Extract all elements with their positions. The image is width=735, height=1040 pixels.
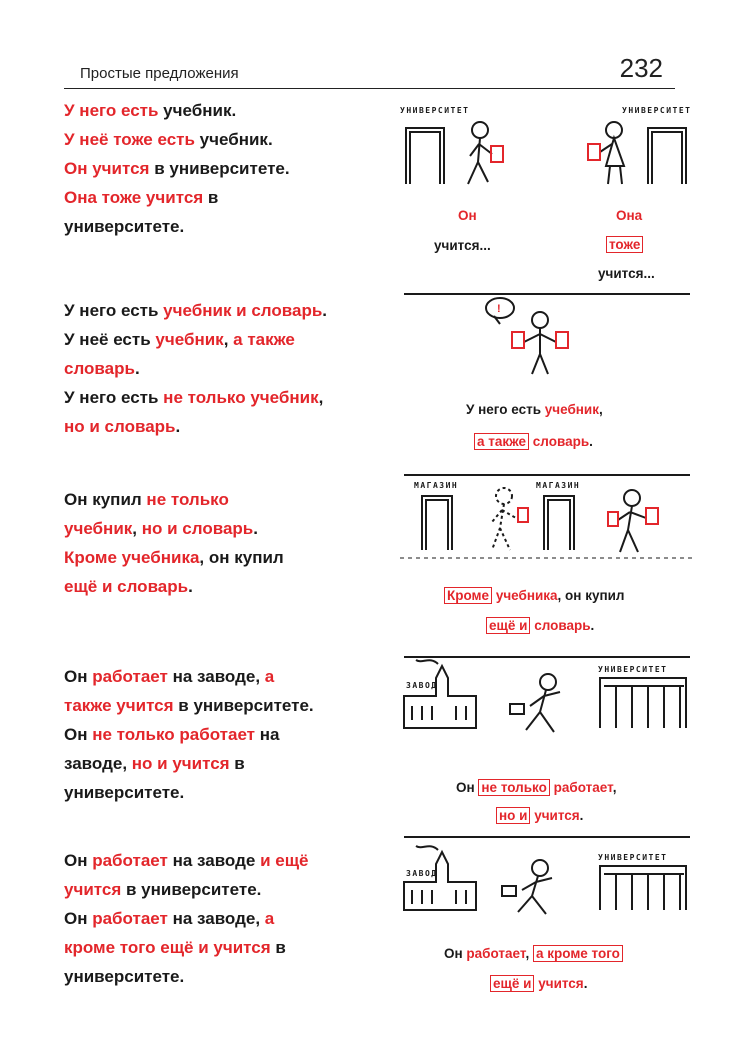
s3-cap2-boxed: ещё и bbox=[486, 617, 530, 634]
s4-cap1-comma: , bbox=[612, 780, 617, 795]
s4-caption-line-1 bbox=[456, 780, 616, 795]
s2-cap1-comma: , bbox=[599, 402, 603, 417]
s3-l4-dot: . bbox=[188, 577, 193, 596]
s5-l3-red-a: работает bbox=[92, 909, 168, 928]
s5-l1-red-b: и ещё bbox=[260, 851, 309, 870]
factory-university-runner-illustration bbox=[400, 662, 692, 752]
s5-cap1-boxed: а кроме того bbox=[533, 945, 623, 962]
s5-line-4 bbox=[64, 933, 389, 962]
page-number: 232 bbox=[619, 53, 663, 83]
page-header bbox=[64, 48, 675, 89]
s3-cap2-red: словарь bbox=[530, 618, 591, 633]
s1-line-5 bbox=[64, 212, 389, 241]
s2-caption-line-1 bbox=[466, 402, 603, 417]
s5-l2-black: в университете. bbox=[121, 880, 262, 899]
shopper-dashed-figure bbox=[492, 488, 516, 550]
s4-l3-black-b: на bbox=[255, 725, 280, 744]
s1-l1-red: У него есть bbox=[64, 101, 159, 120]
s2-l5-red: но и словарь bbox=[64, 417, 176, 436]
s2-l3-dot: . bbox=[134, 359, 140, 378]
man-with-two-books-illustration bbox=[400, 296, 692, 386]
s1-l5-black: университете. bbox=[64, 217, 185, 236]
university-sign-left: УНИВЕРСИТЕТ bbox=[400, 106, 470, 115]
s3-l2-red-a: учебник bbox=[64, 519, 133, 538]
s4-l3-red: не только работает bbox=[92, 725, 256, 744]
s3-cap2-dot: . bbox=[590, 618, 595, 633]
separator-3 bbox=[404, 656, 690, 658]
shopper-figure bbox=[608, 490, 658, 552]
s5-cap2-boxed: ещё и bbox=[490, 975, 534, 992]
s3-line-1 bbox=[64, 485, 389, 514]
s3-l1-black: Он купил bbox=[64, 490, 147, 509]
s3-l3-black: , он купил bbox=[199, 548, 284, 567]
separator-4 bbox=[404, 836, 690, 838]
s2-line-1: У него есть учебник и словарь. bbox=[64, 301, 328, 320]
s2-l1-red: учебник и словарь bbox=[163, 301, 323, 320]
factory-building-2 bbox=[404, 846, 476, 910]
s4-l1-red-a: работает bbox=[92, 667, 168, 686]
s2-cap1-black: У него есть bbox=[466, 402, 545, 417]
s4-caption-line-2 bbox=[496, 808, 583, 823]
s5-cap2-dot: . bbox=[583, 976, 588, 991]
s3-line-3 bbox=[64, 543, 389, 572]
s5-l1-red-a: работает bbox=[92, 851, 168, 870]
s4-line-2 bbox=[64, 691, 389, 720]
s3-caption-line-2 bbox=[486, 618, 594, 633]
s3-l4-red: ещё и словарь bbox=[64, 577, 189, 596]
separator-2 bbox=[404, 474, 690, 476]
s4-l5-black: университете. bbox=[64, 783, 185, 802]
runner-figure bbox=[510, 674, 560, 732]
s3-l2-dot: . bbox=[253, 519, 258, 538]
s5-l4-black: в bbox=[270, 938, 286, 957]
section-2-picture bbox=[400, 296, 692, 466]
s5-l4-red: кроме того ещё и учится bbox=[64, 938, 271, 957]
s5-l3-red-b: а bbox=[264, 909, 275, 928]
s4-l1-red-b: а bbox=[264, 667, 275, 686]
s5-caption-line-1 bbox=[444, 946, 623, 961]
s4-cap2-boxed: но и bbox=[496, 807, 530, 824]
s5-l3-black-b: на заводе, bbox=[167, 909, 265, 928]
s4-l2-red: также учится bbox=[64, 696, 174, 715]
s2-l1-black: У него есть bbox=[64, 301, 164, 320]
factory-sign-2: ЗАВОД bbox=[406, 869, 438, 878]
s4-l4-black-a: заводе, bbox=[64, 754, 132, 773]
caption-too-boxed: тоже bbox=[606, 236, 643, 253]
s4-l2-black: в университете. bbox=[173, 696, 314, 715]
s3-cap1-red: учебника bbox=[492, 588, 558, 603]
s4-l1-black-a: Он bbox=[64, 667, 93, 686]
university-students-illustration bbox=[400, 100, 692, 200]
s2-l3-red: словарь bbox=[64, 359, 135, 378]
s5-cap1-black: Он bbox=[444, 946, 467, 961]
runner-figure-2 bbox=[502, 860, 552, 914]
s2-line-5 bbox=[64, 412, 389, 441]
s1-l1-black: учебник. bbox=[158, 101, 237, 120]
s2-l4-black: У него есть bbox=[64, 388, 164, 407]
s4-line-3 bbox=[64, 720, 389, 749]
s3-caption-line-1 bbox=[444, 588, 625, 603]
s5-line-5 bbox=[64, 962, 389, 991]
section-5-picture bbox=[400, 844, 692, 1004]
section-5-text bbox=[64, 846, 389, 991]
factory-sign: ЗАВОД bbox=[406, 681, 438, 690]
caption-she: Она bbox=[616, 208, 643, 223]
shop-sign-right: МАГАЗИН bbox=[536, 481, 581, 490]
s5-l2-red: учится bbox=[64, 880, 122, 899]
s1-l2-black: учебник. bbox=[194, 130, 273, 149]
s5-l5-black: университете. bbox=[64, 967, 185, 986]
section-1-text bbox=[64, 96, 389, 241]
section-4-picture bbox=[400, 662, 692, 832]
s4-cap1-black: Он bbox=[456, 780, 479, 795]
s4-cap2-red: учится bbox=[530, 808, 580, 823]
s4-cap1-boxed: не только bbox=[478, 779, 549, 796]
s3-l2-comma: , bbox=[132, 519, 142, 538]
s4-cap1-red: работает bbox=[549, 780, 613, 795]
s2-l2-red-b: а также bbox=[233, 330, 295, 349]
shop-sign-left: МАГАЗИН bbox=[414, 481, 459, 490]
s1-l3-red: Он учится bbox=[64, 159, 150, 178]
s2-line-3 bbox=[64, 354, 389, 383]
s1-l2-red: У неё тоже есть bbox=[64, 130, 195, 149]
s5-cap1-comma: , bbox=[525, 946, 533, 961]
section-2-text bbox=[64, 296, 389, 441]
section-3-text bbox=[64, 485, 389, 601]
student-male-figure bbox=[468, 122, 503, 184]
s1-l3-black: в университете. bbox=[149, 159, 290, 178]
student-female-figure bbox=[588, 122, 624, 184]
s3-line-2 bbox=[64, 514, 389, 543]
s5-l1-black-a: Он bbox=[64, 851, 93, 870]
s2-cap1-red: учебник bbox=[544, 402, 599, 417]
factory-university-runner-illustration-2 bbox=[400, 844, 692, 924]
s5-cap2-red: учится bbox=[534, 976, 584, 991]
s4-line-5 bbox=[64, 778, 389, 807]
s5-line-1 bbox=[64, 846, 389, 875]
s2-cap2-boxed: а также bbox=[474, 433, 529, 450]
s4-l4-black-b: в bbox=[229, 754, 245, 773]
s5-l3-black-a: Он bbox=[64, 909, 93, 928]
s2-cap2-dot: . bbox=[589, 434, 593, 449]
caption-studies-he: учится... bbox=[434, 238, 491, 253]
s2-line-4: У него есть не только учебник, bbox=[64, 388, 324, 407]
shop-shopper-illustration bbox=[400, 478, 692, 568]
s2-l4-red: не только учебник bbox=[163, 388, 319, 407]
s1-line-4 bbox=[64, 183, 389, 212]
university-sign-2: УНИВЕРСИТЕТ bbox=[598, 853, 668, 862]
s5-line-2 bbox=[64, 875, 389, 904]
s1-line-1 bbox=[64, 96, 389, 125]
university-sign: УНИВЕРСИТЕТ bbox=[598, 665, 668, 674]
caption-studies-she: учится... bbox=[598, 266, 655, 281]
section-1-picture bbox=[400, 100, 692, 290]
s2-l2-black: У неё есть bbox=[64, 330, 156, 349]
s3-cap1-boxed: Кроме bbox=[444, 587, 492, 604]
s5-line-3 bbox=[64, 904, 389, 933]
section-3-picture bbox=[400, 478, 692, 648]
caption-he: Он bbox=[458, 208, 477, 223]
s2-caption-line-2 bbox=[474, 434, 593, 449]
s3-l1-red: не только bbox=[146, 490, 229, 509]
s4-line-1 bbox=[64, 662, 389, 691]
factory-building bbox=[404, 660, 476, 728]
s5-l1-black-b: на заводе bbox=[167, 851, 261, 870]
s4-l4-red: но и учится bbox=[131, 754, 230, 773]
s4-cap2-dot: . bbox=[579, 808, 584, 823]
s2-line-2 bbox=[64, 325, 389, 354]
s4-l1-black-b: на заводе, bbox=[167, 667, 265, 686]
s3-l2-red-b: но и словарь bbox=[141, 519, 254, 538]
s4-line-4 bbox=[64, 749, 389, 778]
s3-cap1-black: , он купил bbox=[557, 588, 625, 603]
s1-line-2 bbox=[64, 125, 389, 154]
section-4-text bbox=[64, 662, 389, 807]
s1-line-3 bbox=[64, 154, 389, 183]
s5-caption-line-2 bbox=[490, 976, 587, 991]
separator-1 bbox=[404, 293, 690, 295]
s2-l2-comma: , bbox=[223, 330, 234, 349]
s2-l5-dot: . bbox=[175, 417, 181, 436]
s5-cap1-red: работает bbox=[466, 946, 526, 961]
s3-line-4 bbox=[64, 572, 389, 601]
header-title: Простые предложения bbox=[80, 65, 239, 82]
svg-text:!: ! bbox=[497, 303, 501, 315]
s4-l3-black-a: Он bbox=[64, 725, 93, 744]
s2-l2-red-a: учебник bbox=[155, 330, 224, 349]
s2-cap2-red: словарь bbox=[529, 434, 590, 449]
s3-l3-red: Кроме учебника bbox=[64, 548, 200, 567]
s1-l4-red: Она тоже учится bbox=[64, 188, 204, 207]
s1-l4-black: в bbox=[203, 188, 219, 207]
university-sign-right: УНИВЕРСИТЕТ bbox=[622, 106, 692, 115]
